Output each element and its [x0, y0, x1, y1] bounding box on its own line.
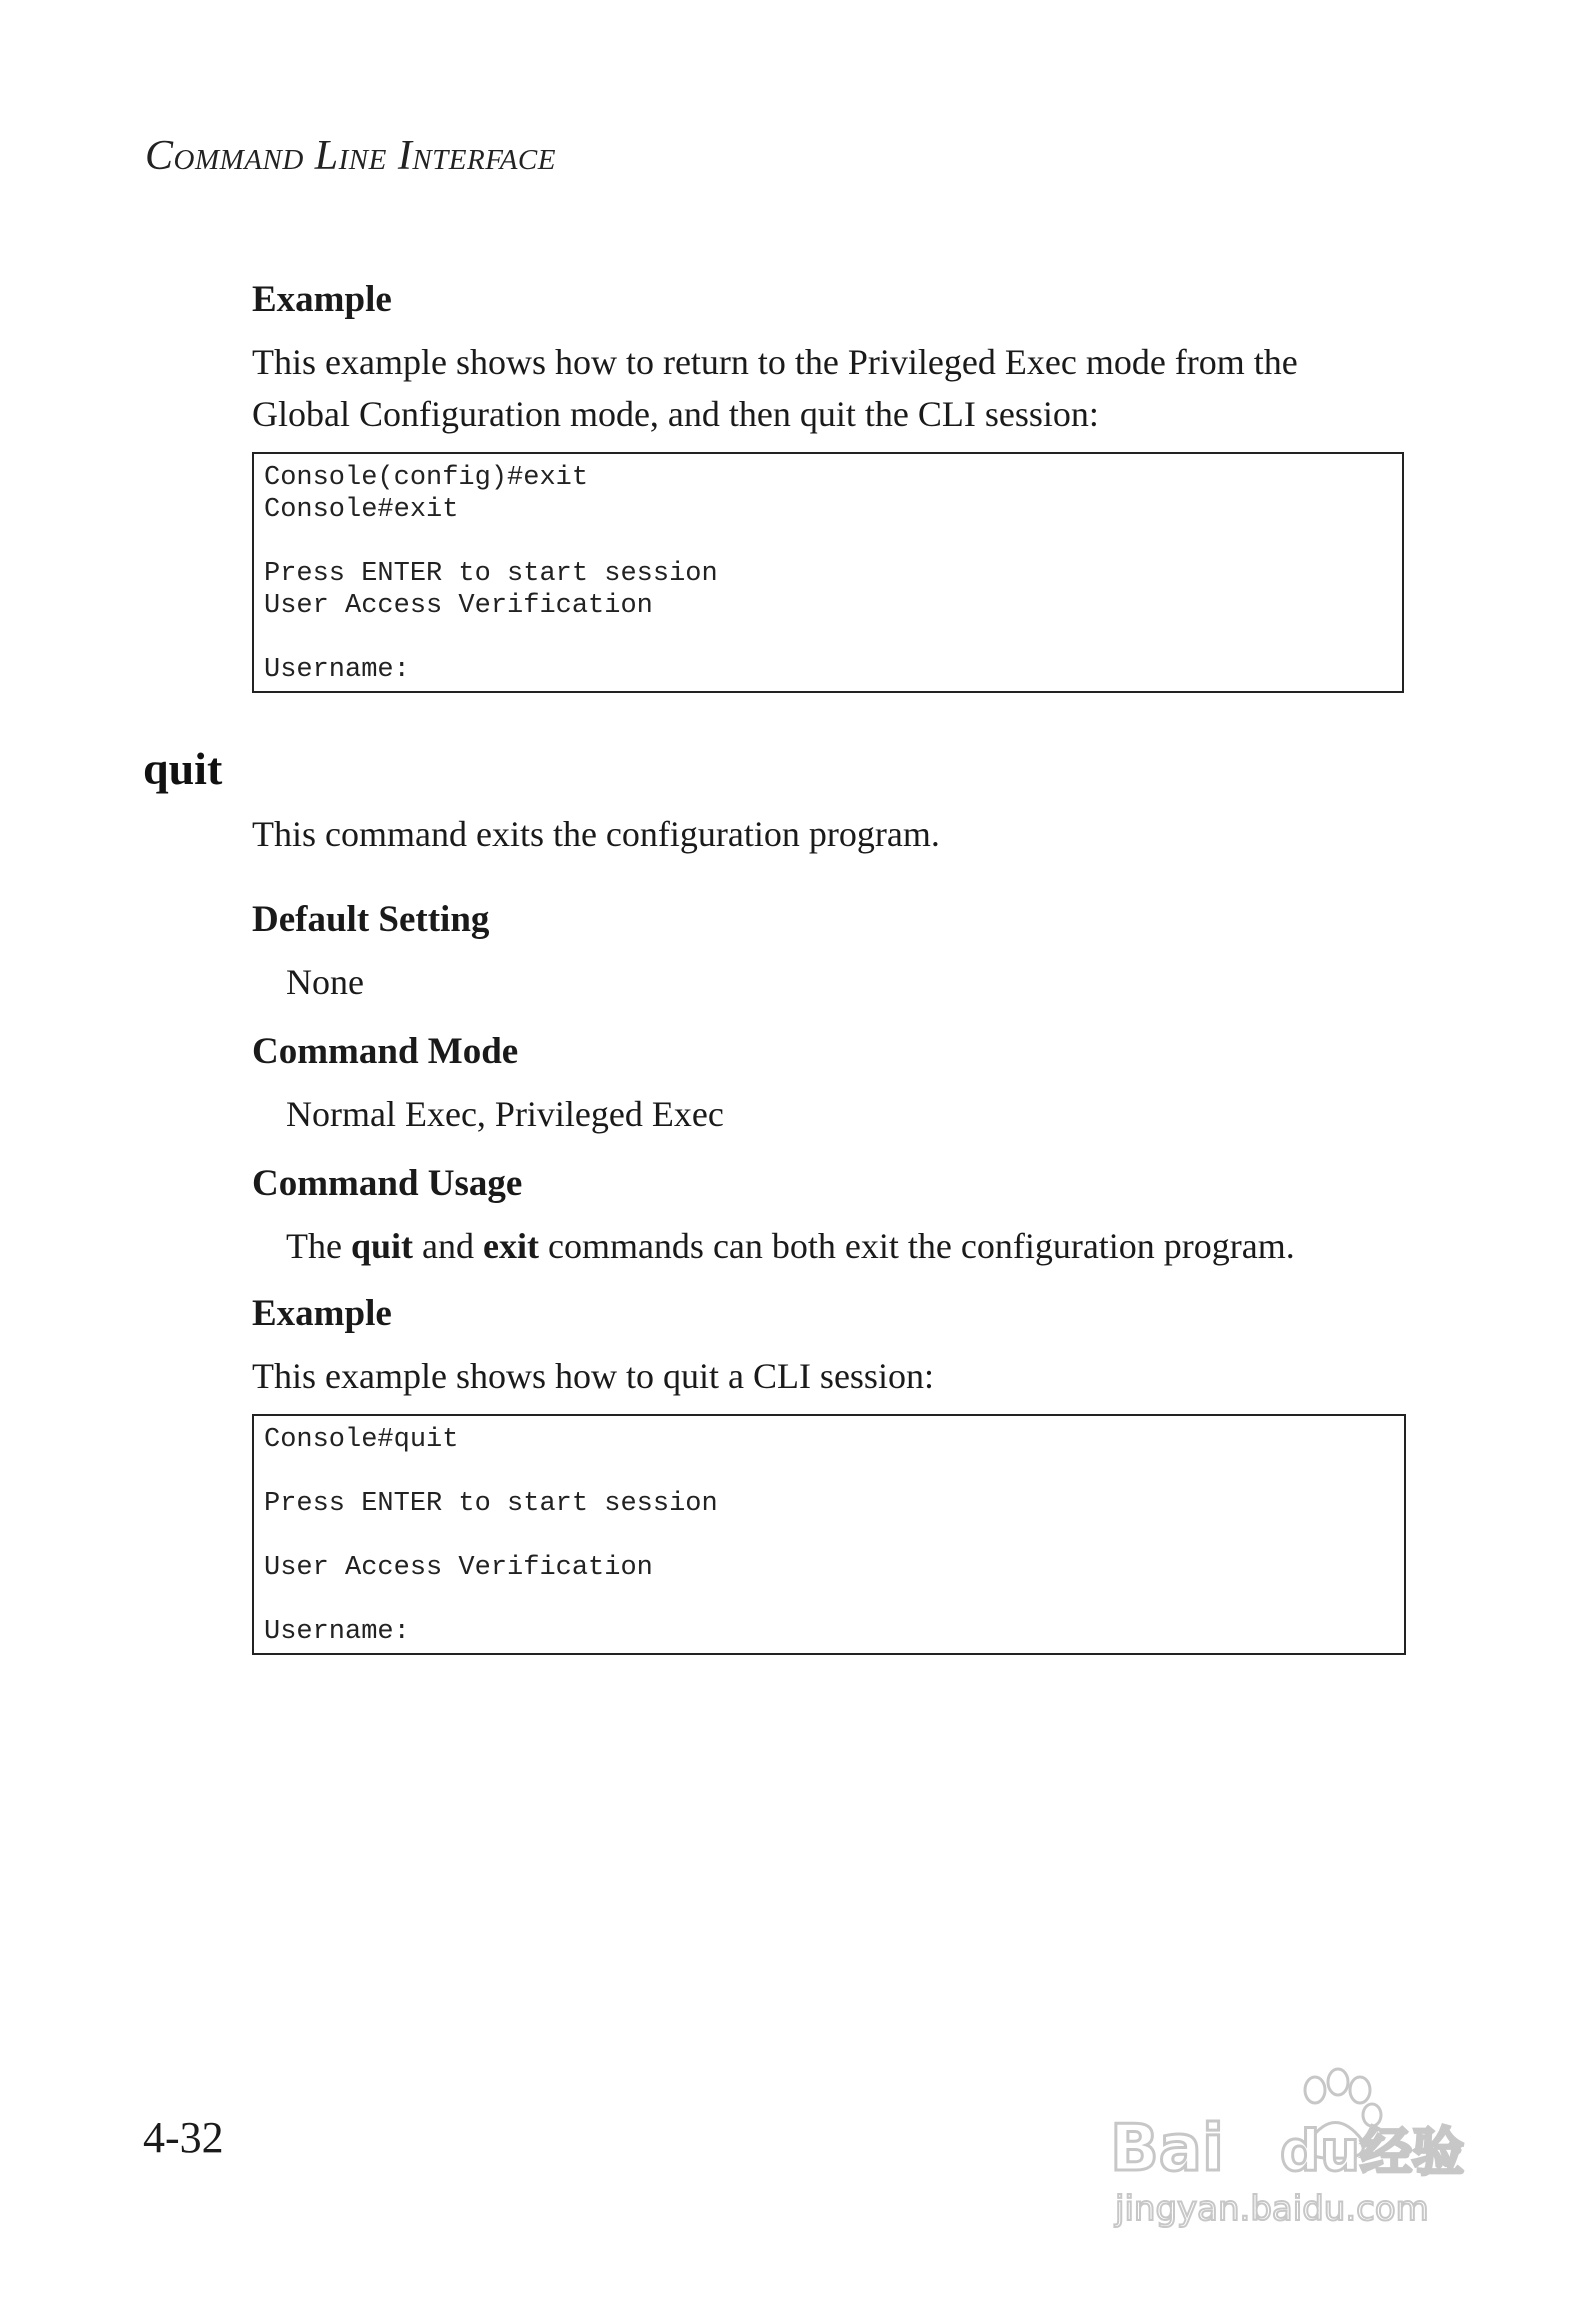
code-line: User Access Verification [264, 591, 653, 621]
command-mode-heading: Command Mode [252, 1031, 519, 1072]
code-line [264, 1520, 1394, 1552]
code-line: Console#quit [264, 1425, 459, 1455]
quit-example-description: This example shows how to quit a CLI session: [252, 1356, 934, 1396]
code-line [264, 526, 1392, 558]
quit-example-code-block [252, 1414, 1406, 1655]
usage-suffix: commands can both exit the configuration program. [538, 1226, 1295, 1266]
command-mode-value: Normal Exec, Privileged Exec [286, 1094, 724, 1134]
quit-example-heading: Example [252, 1293, 392, 1334]
default-setting-value: None [286, 962, 364, 1002]
exit-example-description-line1: This example shows how to return to the Privileged Exec mode from the [252, 342, 1298, 382]
code-line [264, 1584, 1394, 1616]
usage-middle: and [413, 1226, 483, 1266]
code-line: Press ENTER to start session [264, 559, 718, 589]
svg-text:经验: 经验 [1360, 2123, 1465, 2183]
default-setting-heading: Default Setting [252, 899, 490, 940]
svg-text:jingyan.baidu.com: jingyan.baidu.com [1115, 2189, 1429, 2229]
code-line: Username: [264, 1617, 410, 1647]
svg-text:du: du [1280, 2119, 1360, 2184]
code-line [264, 1456, 1394, 1488]
code-line: Console#exit [264, 495, 459, 525]
command-usage-heading: Command Usage [252, 1163, 523, 1204]
command-usage-text [286, 1220, 1295, 1272]
usage-quit-keyword: quit [350, 1226, 414, 1266]
exit-example-heading: Example [252, 279, 392, 320]
quit-description: This command exits the configuration program. [252, 814, 940, 854]
code-line: Username: [264, 655, 410, 685]
code-line [264, 622, 1392, 654]
svg-text:Bai: Bai [1110, 2112, 1224, 2186]
page-number: 4-32 [143, 2113, 224, 2162]
exit-example-code-block [252, 452, 1404, 693]
code-line: User Access Verification [264, 1553, 653, 1583]
baidu-jingyan-watermark-logo [1110, 2060, 1490, 2260]
code-line: Console(config)#exit [264, 463, 589, 493]
code-line: Press ENTER to start session [264, 1489, 718, 1519]
running-header: Command Line Interface [145, 133, 556, 179]
usage-exit-keyword: exit [483, 1226, 539, 1266]
quit-command-title: quit [143, 743, 223, 794]
usage-prefix: The [286, 1226, 351, 1266]
exit-example-description-line2: Global Configuration mode, and then quit the CLI session: [252, 394, 1099, 434]
